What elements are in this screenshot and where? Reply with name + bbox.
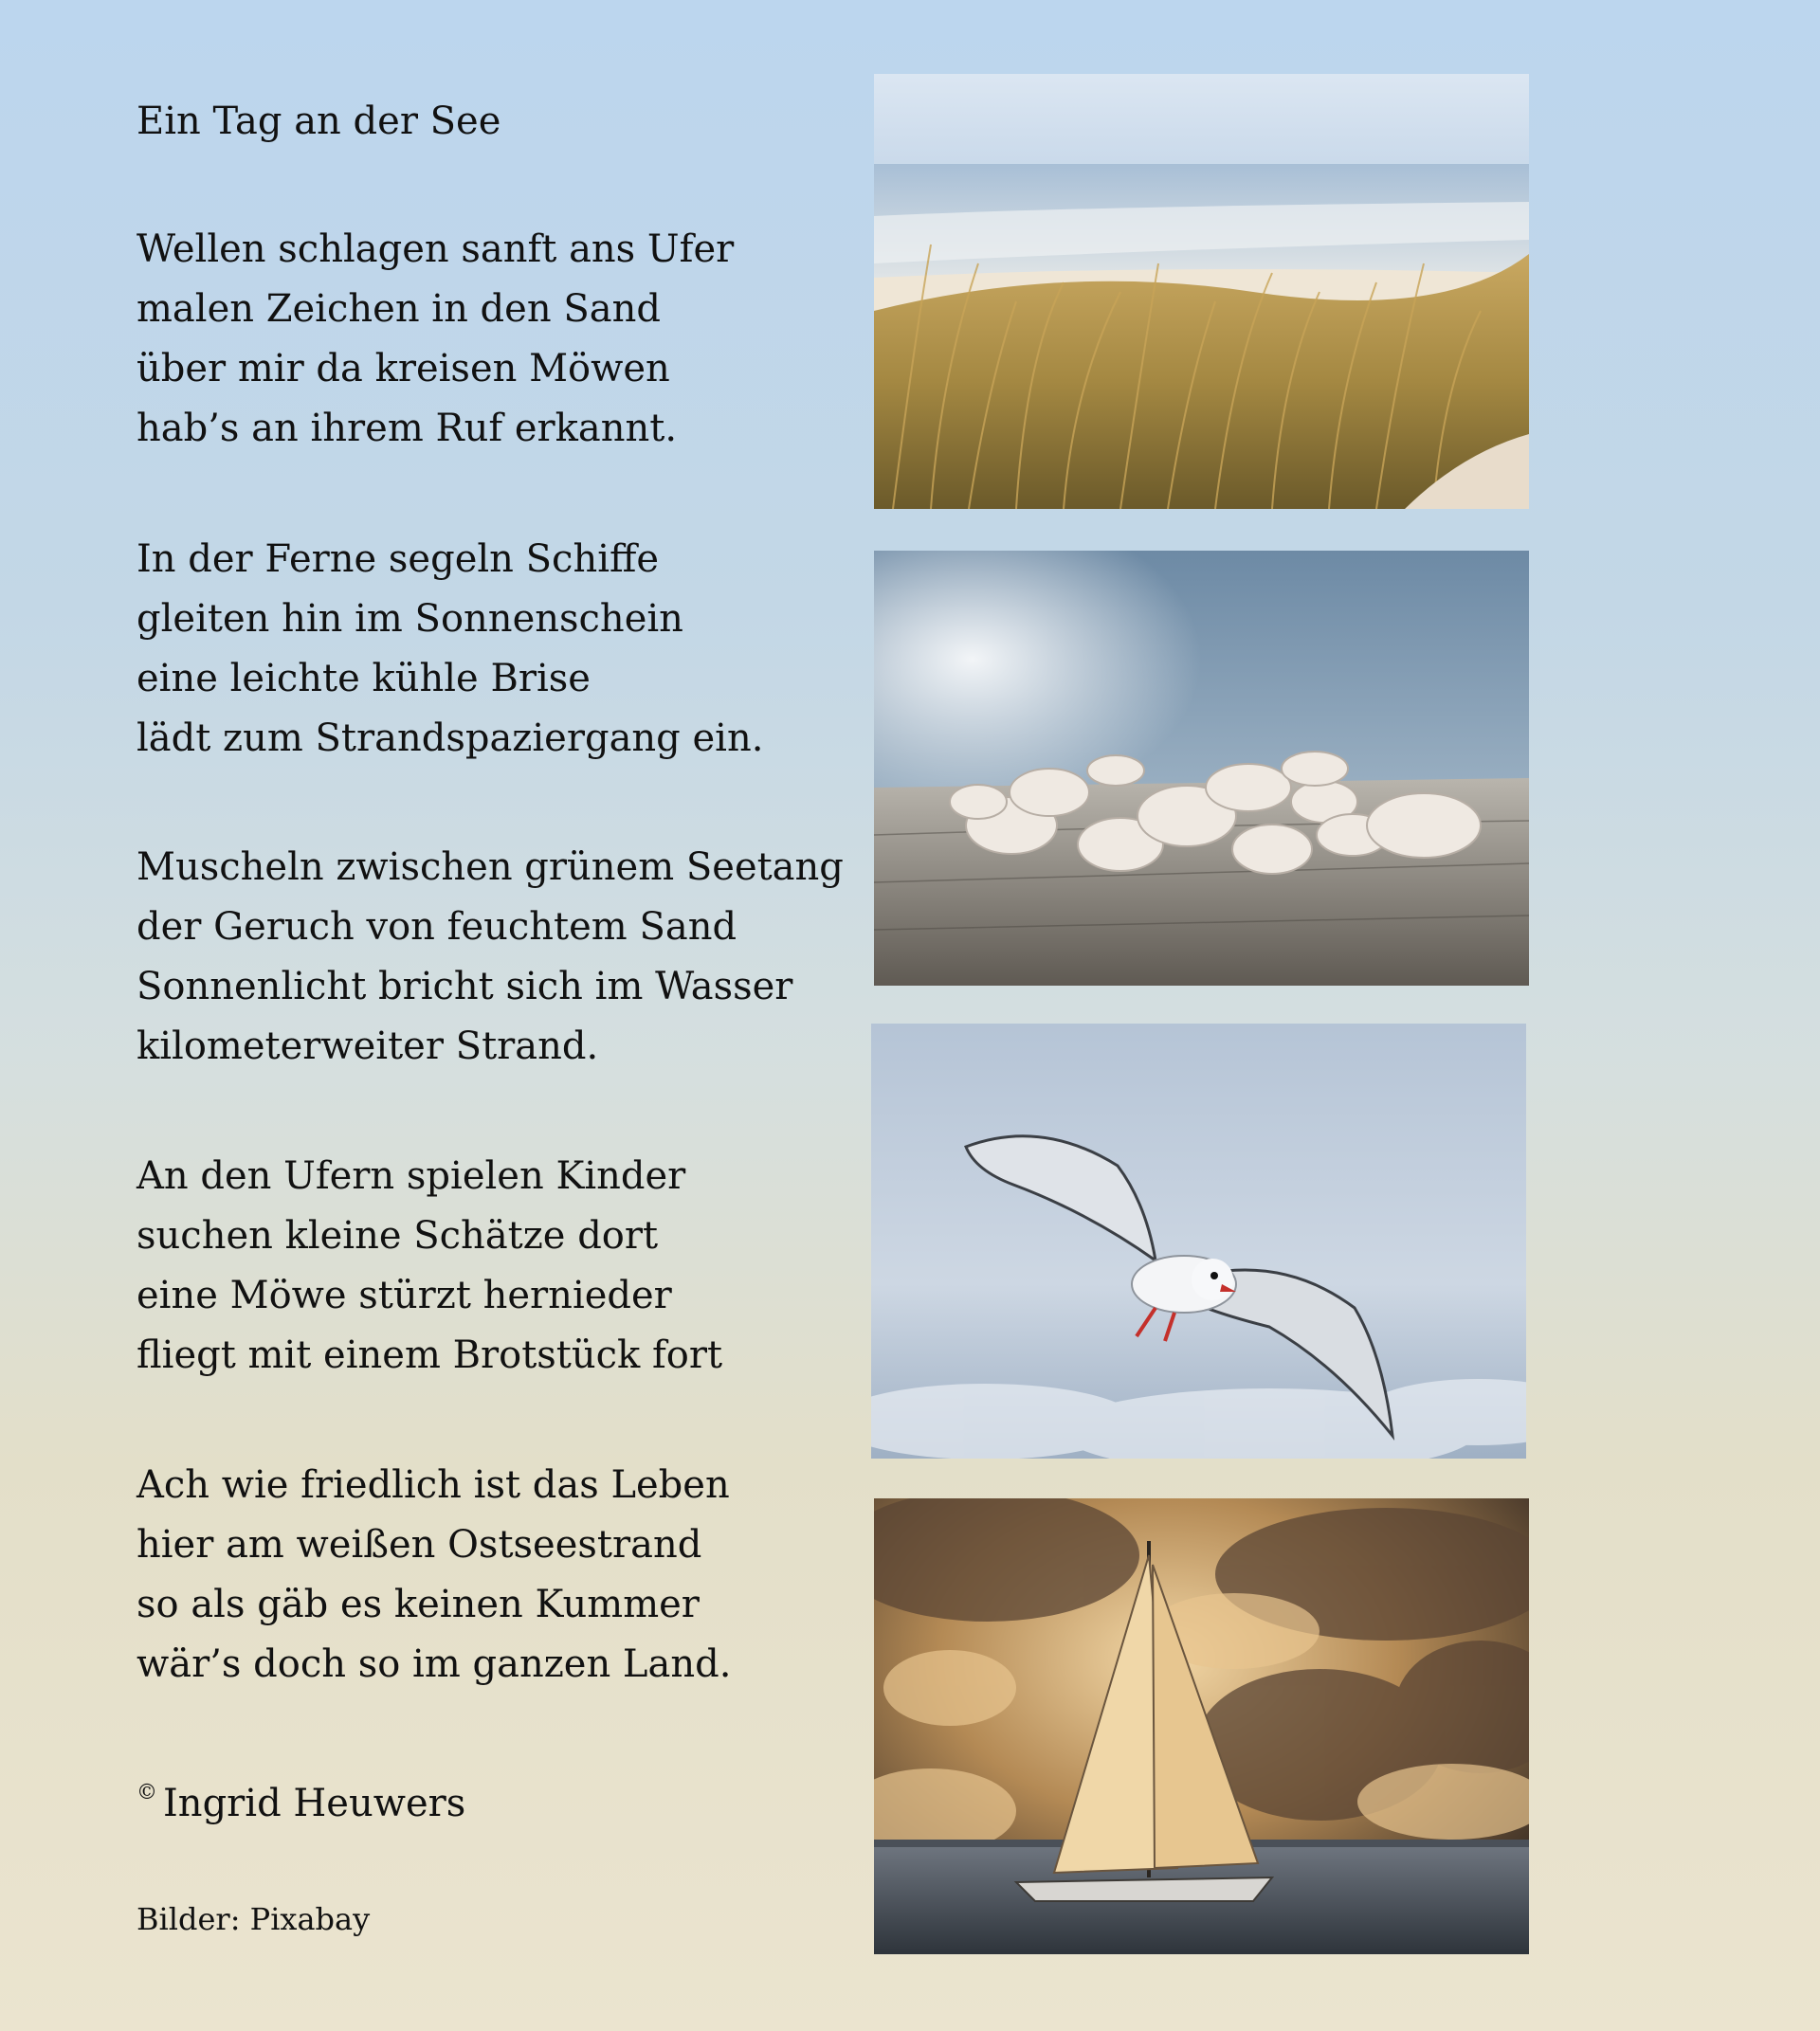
seashells-image	[874, 551, 1529, 986]
seagull-image	[871, 1024, 1526, 1459]
copyright-line	[136, 1767, 465, 1830]
poem-title: Ein Tag an der See	[136, 100, 501, 143]
photo-sailboat	[874, 1498, 1529, 1954]
copyright-symbol: ©	[136, 1781, 157, 1804]
stanza-2	[136, 530, 763, 769]
poem-line: kilometerweiter Strand.	[136, 1025, 599, 1068]
photo-dune-grass	[874, 74, 1529, 509]
poem-line: malen Zeichen in den Sand	[136, 287, 661, 331]
poem-line: suchen kleine Schätze dort	[136, 1214, 659, 1258]
poem-line: In der Ferne segeln Schiffe	[136, 537, 660, 581]
stanza-5	[136, 1456, 731, 1695]
stanza-3	[136, 838, 844, 1077]
poem-line: eine leichte kühle Brise	[136, 657, 591, 700]
photo-seagull	[871, 1024, 1526, 1459]
poem-line: Wellen schlagen sanft ans Ufer	[136, 227, 735, 271]
stanza-1	[136, 220, 734, 459]
poem-line: wär’s doch so im ganzen Land.	[136, 1642, 732, 1686]
poem-line: über mir da kreisen Möwen	[136, 347, 670, 390]
poem-line: hab’s an ihrem Ruf erkannt.	[136, 407, 678, 450]
poem-line: der Geruch von feuchtem Sand	[136, 905, 737, 949]
poem-line: Muscheln zwischen grünem Seetang	[136, 845, 844, 889]
poem-line: eine Möwe stürzt hernieder	[136, 1274, 672, 1317]
poem-line: Sonnenlicht bricht sich im Wasser	[136, 965, 793, 1008]
signature-gedichtezauber	[1526, 777, 1811, 1327]
stanza-4	[136, 1147, 722, 1386]
image-credits: Bilder: Pixabay	[136, 1901, 371, 1937]
signature-script	[1526, 777, 1811, 1327]
poem-line: fliegt mit einem Brotstück fort	[136, 1333, 723, 1377]
poem-line: hier am weißen Ostseestrand	[136, 1523, 702, 1567]
dune-grass-image	[874, 74, 1529, 509]
poem-line: gleiten hin im Sonnenschein	[136, 597, 683, 641]
poem-line: Ach wie friedlich ist das Leben	[136, 1463, 730, 1507]
author-name: Ingrid Heuwers	[163, 1782, 466, 1825]
poem-line: so als gäb es keinen Kummer	[136, 1583, 700, 1626]
poem-line: lädt zum Strandspaziergang ein.	[136, 716, 764, 760]
poem-line: An den Ufern spielen Kinder	[136, 1154, 686, 1198]
sailboat-image	[874, 1498, 1529, 1954]
photo-seashells	[874, 551, 1529, 986]
